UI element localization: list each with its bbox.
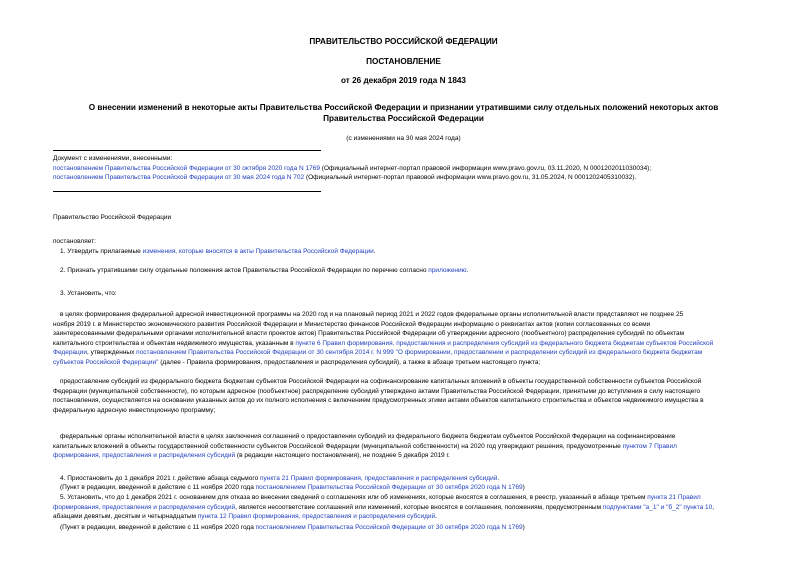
- p4-line-5: [53, 348, 765, 358]
- clause-4-note-link[interactable]: постановлением Правительства Российской Федерации от 30 октября 2020 года N 1769: [255, 484, 523, 491]
- p8-line-3-end: .: [435, 513, 437, 520]
- document-title-line-2: Правительства Российской Федерации: [323, 114, 484, 123]
- changes-box-intro: Документ с изменениями, внесенными:: [53, 155, 173, 162]
- p5-line-3: постановления, осуществляется на основании указанных актов до их полного исполнения с включением предусмотренных этими актами объектов капитального строительства и объектов недвижимого имущества в: [53, 397, 704, 404]
- clause-2-text: 2. Признать утратившими силу отдельные положения актов Правительства Российской Федерации по перечню согласно: [60, 267, 429, 274]
- amendment-note: (с изменениями на 30 мая 2024 года): [346, 135, 461, 142]
- changes-box-bottom-rule: [53, 191, 321, 192]
- p5-line-4: федеральную адресную инвестиционную программу;: [53, 406, 216, 414]
- clause-1-text: 1. Утвердить прилагаемые: [60, 248, 143, 255]
- p4-line-6-text: (далее - Правила формирования, предоставления и распределения субсидий), а также в абзаце третьем настоящего пункта;: [158, 358, 541, 366]
- p4-link-decree-999[interactable]: постановлением Правительства Российской Федерации от 30 сентября 2014 г. N 999 "О формировании, предоставлении и распределении субсидий из федерального бюджета бюджетам: [136, 349, 703, 356]
- document-date-number: от 26 декабря 2019 года N 1843: [341, 76, 466, 85]
- p4-line-3: заинтересованными федеральными органами исполнительной власти проектов актов) Правительства Российской Федерации об утверждении адресного (пообъектного) распределения субсидий по объектам: [53, 330, 685, 337]
- clause-5-note-text: (Пункт в редакции, введенной в действие с 11 ноября 2020 года: [60, 524, 256, 531]
- clause-3-paragraph-2: [53, 377, 765, 415]
- clause-5-note-end: ): [522, 524, 525, 531]
- p4-link-rules-point-6[interactable]: пункте 6 Правил формирования, предоставления и распределения субсидий из федерального бюджета бюджетам субъектов Российской: [295, 339, 714, 347]
- clause-4-end: .: [497, 475, 500, 482]
- clause-3-paragraph-1: [53, 310, 765, 367]
- p8-line-2-text: , является несоответствие соглашений или изменений, которые вносятся в соглашения, положениям, предусмотренным: [235, 503, 603, 511]
- changes-item-2-link[interactable]: постановлением Правительства Российской Федерации от 30 мая 2024 года N 702: [53, 174, 305, 181]
- p6-line-3-text: (в редакции настоящего постановления), не позднее 5 декабря 2019 г.: [235, 452, 450, 459]
- p4-line-4: [53, 339, 765, 349]
- p8-line-1-text: 5. Установить, что до 1 декабря 2021 г. основанием для отказа во внесении сведений о соглашениях или об изменениях, которые вносятся в соглашения, в реестр, указанный в абзаце третьем: [60, 494, 648, 501]
- issuing-body: Правительство Российской Федерации: [53, 214, 172, 221]
- p4-line-1: в целях формирования федеральной адресной инвестиционной программы на 2020 год и на плановый период 2021 и 2022 годов федеральные органы исполнительной власти представляют не позднее 25: [60, 311, 684, 318]
- p4-line-6: [53, 358, 765, 368]
- clause-1-link[interactable]: изменения, которые вносятся в акты Правительства Российской Федерации: [142, 248, 374, 255]
- p8-link-rules-point-12[interactable]: пункта 12 Правил формирования, предоставления и распределения субсидий: [197, 513, 436, 520]
- clause-1: [60, 247, 772, 257]
- clause-4-link[interactable]: пункта 21 Правил формирования, предоставления и распределения субсидий: [260, 475, 498, 482]
- p6-link-rules-point-7[interactable]: пунктом 7 Правил: [622, 442, 677, 450]
- changes-item-1-link[interactable]: постановлением Правительства Российской Федерации от 30 октября 2020 года N 1769: [53, 164, 320, 172]
- document-type: ПОСТАНОВЛЕНИЕ: [366, 57, 441, 66]
- clause-4-note-end: ): [522, 484, 525, 491]
- p8-link-rules-point-21-end[interactable]: формирования, предоставления и распределения субсидий: [53, 503, 236, 511]
- document-title-line-1: О внесении изменений в некоторые акты Правительства Российской Федерации и признании утратившими силу отдельных положений некоторых актов: [88, 103, 719, 112]
- clause-2-end: .: [466, 267, 469, 274]
- p6-link-rules-point-7-end[interactable]: формирования, предоставления и распределения субсидий: [53, 452, 236, 459]
- p6-line-3: [53, 451, 765, 461]
- p8-link-rules-point-21[interactable]: пункта 21 Правил: [647, 494, 701, 501]
- changes-item-2-source: (Официальный интернет-портал правовой информации www.pravo.gov.ru, 31.05.2024, N 0001202405310032).: [304, 174, 637, 181]
- p5-line-1: предоставление субсидий из федерального бюджета бюджетам субъектов Российской Федерации на софинансирование капитальных вложений в объекты государственной собственности субъектов Российской: [60, 378, 702, 385]
- clause-2-link[interactable]: приложению: [428, 267, 467, 274]
- changes-item-1-source: (Официальный интернет-портал правовой информации www.pravo.gov.ru, 03.11.2020, N 0001202011030034);: [319, 164, 652, 172]
- p4-line-2: ноября 2019 г. в Министерство экономического развития Российской Федерации и Министерство финансов Российской Федерации информацию о реквизитах актов (копии согласованных со всеми: [53, 320, 651, 328]
- p8-line-3-text: абзацами девятым, десятым и четырнадцатым: [53, 513, 198, 520]
- clause-5-note: [60, 523, 772, 533]
- changes-box: [53, 154, 765, 183]
- p8-line-2-end: ,: [712, 503, 715, 511]
- p4-line-5-text: , утвержденных: [87, 349, 137, 356]
- changes-item-2: [53, 173, 765, 183]
- p5-line-2: Федерации (муниципальной собственности), по которым адресное (пообъектное) распределение субсидий утверждено актами Правительства Российской Федерации, принятыми до вступления в силу настоящего: [53, 387, 701, 395]
- p8-line-1: [53, 493, 765, 503]
- p8-line-2: [53, 503, 765, 513]
- p8-link-subpoints-10[interactable]: подпунктами "а_1" и "б_2" пункта 10: [602, 503, 713, 511]
- decrees-word: постановляет:: [53, 238, 96, 245]
- p8-line-3: [53, 512, 765, 522]
- clause-5: [53, 493, 765, 522]
- p4-link-rules-point-6-end[interactable]: Федерации: [53, 349, 88, 356]
- p4-link-decree-999-end[interactable]: субъектов Российской Федерации": [53, 358, 159, 366]
- p6-line-1: федеральные органы исполнительной власти в целях заключения соглашений о предоставлении субсидий из федерального бюджета бюджетам субъектов Российской Федерации на софинансирование: [60, 433, 676, 440]
- clause-3-paragraph-3: [53, 432, 765, 461]
- clause-5-note-link[interactable]: постановлением Правительства Российской Федерации от 30 октября 2020 года N 1769: [255, 524, 523, 531]
- p6-line-2: [53, 442, 765, 452]
- clause-4-text: 4. Приостановить до 1 декабря 2021 г. действие абзаца седьмого: [60, 475, 261, 482]
- clause-2: [60, 266, 772, 276]
- clause-3: 3. Установить, что:: [60, 290, 117, 297]
- p4-line-4-text: капитального строительства и объектам недвижимого имущества, указанным в: [53, 339, 296, 347]
- p6-line-2-text: капитальных вложений в объекты государственной собственности субъектов Российской Федерации (муниципальной собственности) на 2020 год утверждают решения, предусмотренные: [53, 442, 623, 450]
- clause-4-note-text: (Пункт в редакции, введенной в действие с 11 ноября 2020 года: [60, 484, 256, 491]
- clause-1-end: .: [373, 248, 376, 255]
- changes-box-top-rule: [53, 150, 321, 151]
- clause-4-note: [60, 483, 772, 493]
- government-heading: ПРАВИТЕЛЬСТВО РОССИЙСКОЙ ФЕДЕРАЦИИ: [309, 37, 498, 46]
- changes-item-1: [53, 164, 765, 174]
